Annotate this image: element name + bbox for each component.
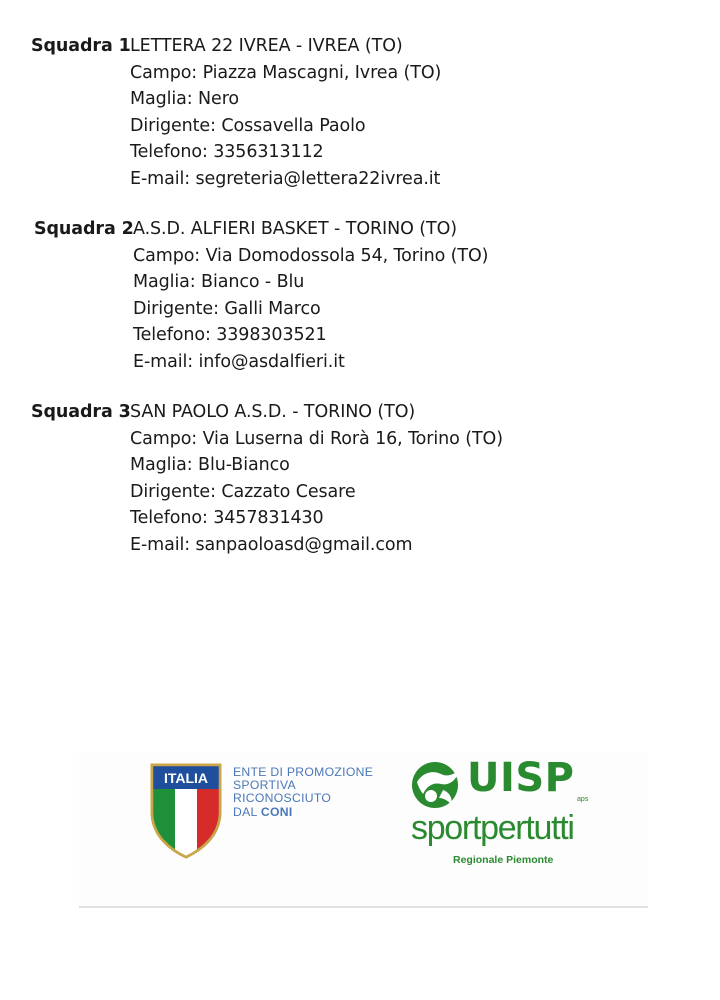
team-email: E-mail: sanpaoloasd@gmail.com xyxy=(130,534,413,555)
coni-text-line: SPORTIVA xyxy=(233,778,296,793)
uisp-tagline: sportpertutti xyxy=(411,809,574,847)
coni-text-strong: CONI xyxy=(260,804,293,819)
team-name: LETTERA 22 IVREA - IVREA (TO) xyxy=(130,36,403,56)
team-label: Squadra 3 xyxy=(31,402,131,422)
uisp-emblem-icon xyxy=(409,760,465,810)
team-email: E-mail: info@asdalfieri.it xyxy=(133,351,345,372)
team-label: Squadra 2 xyxy=(34,219,134,239)
logo-panel xyxy=(79,752,648,908)
team-field: Campo: Via Luserna di Rorà 16, Torino (TO) xyxy=(130,428,503,449)
team-manager: Dirigente: Cazzato Cesare xyxy=(130,481,356,502)
team-jersey: Maglia: Nero xyxy=(130,89,240,110)
team-jersey: Maglia: Bianco - Blu xyxy=(133,272,305,293)
team-field: Campo: Via Domodossola 54, Torino (TO) xyxy=(133,245,489,266)
coni-shield-text: ITALIA xyxy=(163,770,209,786)
team-phone: Telefono: 3356313112 xyxy=(130,142,324,163)
team-block-1 xyxy=(31,33,441,193)
team-email: E-mail: segreteria@lettera22ivrea.it xyxy=(130,168,441,189)
team-phone: Telefono: 3398303521 xyxy=(133,325,327,346)
uisp-region: Regionale Piemonte xyxy=(453,854,554,866)
team-block-2 xyxy=(34,216,488,376)
team-name: A.S.D. ALFIERI BASKET - TORINO (TO) xyxy=(133,219,457,239)
coni-text-line: RICONOSCIUTO xyxy=(233,791,332,806)
coni-italia-shield-logo xyxy=(149,762,223,860)
coni-text-line: ENTE DI PROMOZIONE xyxy=(233,765,374,779)
team-phone: Telefono: 3457831430 xyxy=(130,508,324,529)
team-manager: Dirigente: Cossavella Paolo xyxy=(130,115,366,136)
team-field: Campo: Piazza Mascagni, Ivrea (TO) xyxy=(130,62,442,83)
team-jersey: Maglia: Blu-Bianco xyxy=(130,455,290,476)
team-label: Squadra 1 xyxy=(31,36,131,56)
team-name: SAN PAOLO A.S.D. - TORINO (TO) xyxy=(130,402,416,422)
uisp-aps: aps xyxy=(577,796,589,803)
uisp-name: UISP xyxy=(467,755,575,801)
team-block-3 xyxy=(31,399,503,559)
coni-recognition-text xyxy=(233,766,373,819)
coni-text-prefix: DAL xyxy=(233,804,261,819)
uisp-logo xyxy=(409,757,599,869)
coni-text-line xyxy=(233,806,373,819)
team-manager: Dirigente: Galli Marco xyxy=(133,298,321,319)
